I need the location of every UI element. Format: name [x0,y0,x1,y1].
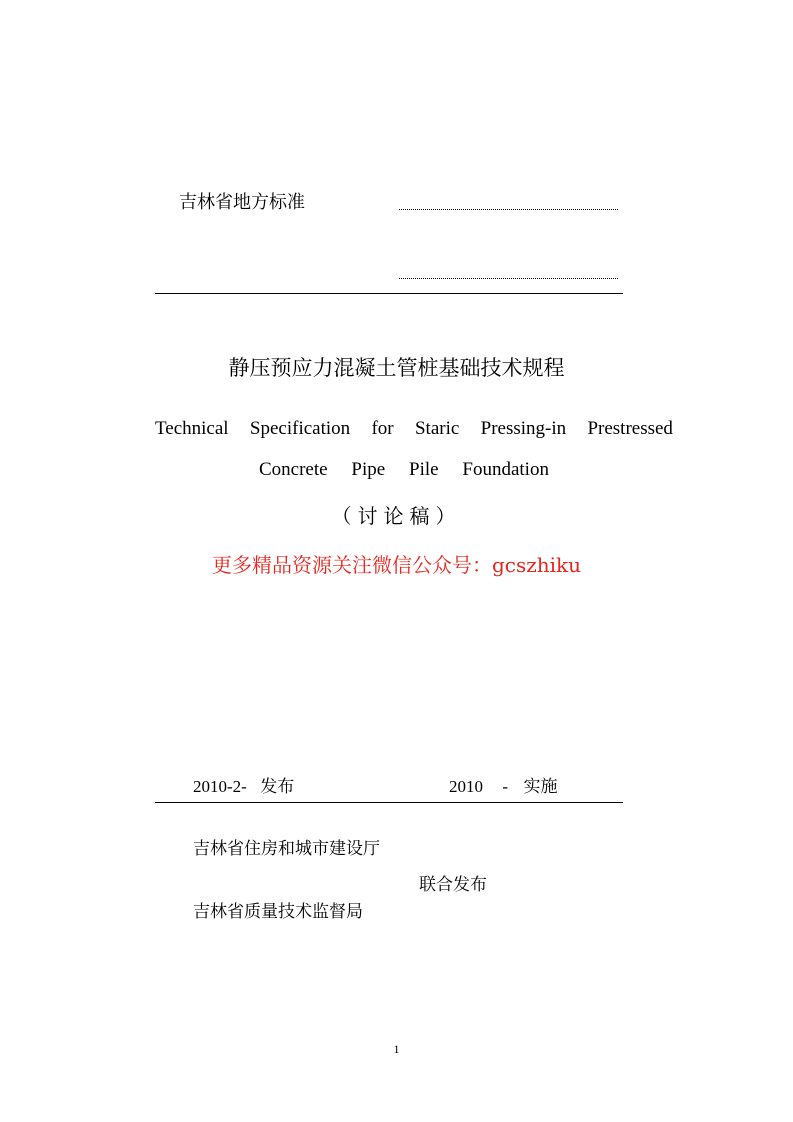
publish-date-value: 2010-2- [193,777,247,796]
document-title-english-line2 [259,459,549,481]
joint-issue-label: 联合发布 [419,875,487,895]
issuer-org-1: 吉林省住房和城市建设厅 [193,839,380,859]
page-number: 1 [393,1042,400,1056]
issuer-org-2: 吉林省质量技术监督局 [193,902,363,922]
implement-date [449,772,557,797]
draft-label: （讨论稿） [331,504,462,528]
bottom-divider [155,802,623,803]
document-title-chinese: 静压预应力混凝土管桩基础技术规程 [228,356,565,380]
top-divider [155,293,623,294]
implement-label: 实施 [523,777,558,797]
implement-date-value: 2010 [449,777,483,796]
title-word: Pressing-in [480,418,567,439]
title-word: Pipe [351,459,386,480]
standard-number-dotted-line [399,209,618,210]
title-word: Technical [155,418,229,439]
title-word: Staric [414,418,460,439]
promo-notice: 更多精品资源关注微信公众号：gcszhiku [211,553,582,577]
title-word: Prestressed [587,418,673,439]
title-word: Concrete [259,459,328,480]
title-word: Foundation [462,459,549,480]
implement-date-sep: - [502,777,509,796]
title-word: for [371,418,394,439]
title-word: Specification [249,418,351,439]
filing-number-dotted-line [399,278,618,279]
title-word: Pile [409,459,439,480]
standard-type-label: 吉林省地方标准 [179,192,305,213]
document-title-english-line1 [155,418,673,440]
publish-label: 发布 [260,777,295,797]
publish-date [193,772,294,797]
